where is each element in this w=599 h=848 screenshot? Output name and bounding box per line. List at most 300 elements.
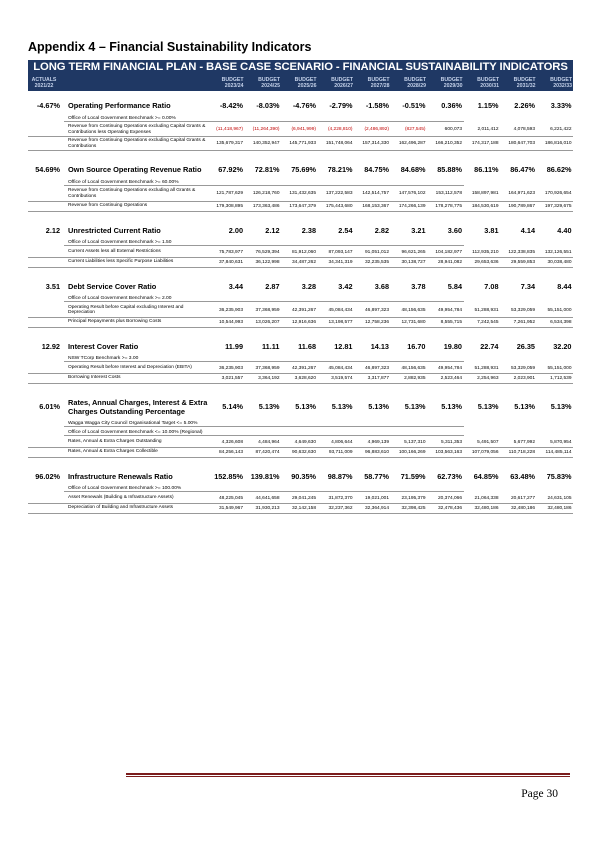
detail-value: 147,576,102	[398, 191, 426, 197]
ratio-value: 19.80	[443, 341, 462, 351]
ratio-value: 32.20	[553, 341, 572, 351]
ratio-name: Infrastructure Renewals Ratio	[68, 471, 173, 481]
detail-value: 55,151,000	[547, 307, 572, 313]
detail-value: 44,641,658	[255, 495, 280, 501]
header-label-spacer	[64, 75, 208, 91]
header-year-type: BUDGET	[440, 77, 463, 83]
footer-rule	[126, 773, 570, 775]
ratio-row	[28, 468, 573, 485]
detail-value: 30,138,727	[401, 259, 426, 265]
header-year-type: BUDGET	[404, 77, 426, 83]
ratio-value: 5.13%	[441, 402, 462, 412]
detail-value: 7,242,545	[477, 319, 499, 325]
benchmark-text: Office of Local Government Benchmark <= 10.00% (Regional)	[64, 430, 464, 436]
detail-row	[28, 438, 573, 448]
detail-value: 51,288,931	[474, 365, 499, 371]
header-year-label: 2025/26	[297, 83, 317, 89]
header-year-col	[427, 75, 464, 91]
header-year-type: BUDGET	[513, 77, 536, 83]
ratio-value: 62.73%	[437, 471, 462, 481]
detail-value: 110,718,228	[508, 449, 535, 455]
detail-label: Current Liabilities less Specific Purpose Liabilities	[68, 259, 174, 265]
detail-value: 12,731,680	[401, 319, 426, 325]
detail-value: 81,912,060	[291, 249, 316, 255]
ratio-value: 2.54	[338, 225, 353, 235]
ratio-value: -8.03%	[256, 101, 280, 110]
detail-value: 32,237,362	[328, 505, 353, 511]
detail-value: 20,374,066	[437, 495, 462, 501]
detail-value: 10,544,993	[218, 319, 243, 325]
ratio-actual: 3.51	[45, 281, 60, 291]
ratio-value: 16.70	[407, 341, 426, 351]
detail-value: 4,969,139	[367, 439, 389, 445]
header-year-col	[500, 75, 537, 91]
detail-value: 164,971,623	[508, 191, 535, 197]
detail-value: 6,221,422	[550, 127, 572, 133]
detail-label: Asset Renewals (Building & Infrastructure Assets)	[68, 495, 174, 501]
header-year-label: 2024/25	[261, 83, 280, 89]
benchmark-row	[28, 239, 573, 248]
ratio-row	[28, 394, 573, 420]
detail-value: 49,954,784	[437, 365, 462, 371]
detail-value: 186,816,010	[544, 141, 572, 147]
page-number: Page 30	[521, 788, 558, 800]
detail-value: 34,341,319	[328, 259, 353, 265]
detail-value: 170,926,654	[544, 191, 572, 197]
detail-value: 5,491,507	[477, 439, 499, 445]
header-year-type: BUDGET	[367, 77, 390, 83]
detail-value: 28,941,082	[437, 259, 462, 265]
detail-value: 24,631,105	[547, 495, 572, 501]
detail-value: 36,122,998	[255, 259, 280, 265]
detail-value: 51,288,931	[474, 307, 499, 313]
ratio-value: 26.35	[516, 341, 535, 351]
detail-value: 3,519,574	[331, 375, 353, 381]
detail-value: 12,758,236	[364, 319, 389, 325]
ratio-value: 4.40	[557, 225, 572, 235]
detail-value: 175,443,680	[325, 203, 353, 209]
ratio-value: 3.78	[411, 281, 426, 291]
detail-value: 32,398,425	[401, 505, 426, 511]
detail-value: 162,496,287	[398, 141, 426, 147]
detail-value: 174,317,188	[471, 141, 499, 147]
detail-value: 151,748,064	[325, 141, 353, 147]
ratio-value: 1.15%	[477, 101, 499, 110]
benchmark-row	[28, 114, 573, 123]
detail-value: 121,787,629	[216, 191, 243, 197]
ratio-value: 11.11	[262, 341, 280, 351]
benchmark-text: Office of Local Government Benchmark >= 60.00%	[64, 180, 464, 186]
detail-value: 32,478,436	[437, 505, 462, 511]
detail-value: 3,021,557	[221, 375, 243, 381]
detail-value: 5,311,353	[441, 439, 462, 445]
ratio-value: 3.44	[228, 281, 243, 291]
detail-value: 96,621,265	[401, 249, 426, 255]
detail-value: 30,038,480	[547, 259, 572, 265]
detail-value: 96,883,610	[364, 449, 389, 455]
detail-value: 145,771,933	[289, 141, 316, 147]
detail-value: (11,264,390)	[252, 127, 280, 133]
ratio-value: 8.44	[557, 281, 572, 291]
detail-value: 600,073	[444, 127, 462, 133]
detail-value: 29,559,853	[510, 259, 535, 265]
ratio-value: -1.58%	[365, 101, 389, 110]
detail-value: 4,806,644	[331, 439, 353, 445]
detail-value: 32,480,186	[510, 505, 535, 511]
detail-value: 190,789,867	[508, 203, 535, 209]
header-year-col	[464, 75, 501, 91]
header-year-col	[245, 75, 282, 91]
detail-value: 142,514,757	[362, 191, 389, 197]
detail-value: 42,391,267	[291, 307, 316, 313]
detail-value: 48,156,635	[401, 307, 426, 313]
detail-value: (2,486,892)	[364, 127, 389, 133]
detail-value: 76,529,394	[255, 249, 280, 255]
header-year-label: 2030/31	[480, 83, 499, 89]
detail-value: 3,628,620	[294, 375, 316, 381]
detail-value: 122,338,835	[508, 249, 535, 255]
ratio-value: 64.85%	[473, 471, 499, 481]
detail-value: (6,941,999)	[291, 127, 316, 133]
ratio-value: 3.28	[301, 281, 316, 291]
ratio-value: 86.47%	[510, 165, 535, 175]
detail-row	[28, 248, 573, 258]
detail-value: 2,254,963	[477, 375, 499, 381]
detail-row	[28, 137, 573, 151]
ratio-value: 75.83%	[546, 471, 572, 481]
ratio-value: 90.35%	[291, 471, 316, 481]
detail-value: 3,364,192	[258, 375, 280, 381]
detail-value: 46,897,323	[364, 307, 389, 313]
ratio-row	[28, 97, 573, 114]
detail-row	[28, 318, 573, 328]
header-year-label: 2032/33	[553, 83, 572, 89]
header-actuals	[28, 75, 64, 91]
detail-label: Revenue from Continuing Operations excluding Capital Grants & Contributions less Operating Expenses	[68, 124, 206, 135]
ratio-value: 2.00	[228, 225, 243, 235]
detail-value: 53,329,059	[510, 307, 535, 313]
ratio-value: 11.99	[225, 341, 243, 351]
ratio-value: -8.42%	[219, 101, 243, 110]
ratio-value: 7.08	[484, 281, 499, 291]
detail-value: 153,112,578	[435, 191, 462, 197]
header-year-type: BUDGET	[477, 77, 499, 83]
detail-value: 91,051,012	[364, 249, 389, 255]
detail-value: 87,420,474	[255, 449, 280, 455]
ratio-value: 84.68%	[400, 165, 426, 175]
detail-value: 104,182,977	[435, 249, 462, 255]
ratio-value: 86.62%	[546, 165, 572, 175]
detail-value: 32,142,158	[291, 505, 316, 511]
detail-value: 135,679,317	[216, 141, 243, 147]
detail-value: 126,218,760	[252, 191, 280, 197]
ratio-value: 3.60	[447, 225, 462, 235]
ratio-value: 152.85%	[214, 471, 243, 481]
ratio-value: 0.36%	[441, 101, 462, 110]
detail-value: 114,485,114	[545, 449, 572, 455]
header-year-label: 2023/24	[224, 83, 244, 89]
detail-value: 158,897,981	[471, 191, 499, 197]
ratio-value: 2.38	[301, 225, 316, 235]
benchmark-text: Office of Local Government Benchmark >= 1.50	[64, 240, 464, 246]
detail-value: 4,649,630	[294, 439, 316, 445]
header-year-col	[354, 75, 391, 91]
ratio-value: -2.79%	[329, 101, 353, 110]
benchmark-text: Wagga Wagga City Council Organisational Target <= 5.00%	[64, 421, 464, 427]
benchmark-text: Office of Local Government Benchmark >= 2.00	[64, 296, 464, 302]
detail-value: 84,256,143	[218, 449, 243, 455]
detail-value: 131,432,635	[289, 191, 316, 197]
header-year-type: BUDGET	[221, 77, 244, 83]
table-banner: LONG TERM FINANCIAL PLAN - BASE CASE SCENARIO - FINANCIAL SUSTAINABILITY INDICATORS	[28, 60, 573, 75]
detail-row	[28, 258, 573, 268]
detail-row	[28, 504, 573, 514]
detail-value: 4,326,608	[221, 439, 243, 445]
detail-value: 2,011,412	[477, 127, 499, 133]
ratio-value: 63.48%	[510, 471, 535, 481]
indicators-table	[28, 60, 573, 518]
ratio-value: -0.51%	[402, 101, 426, 110]
detail-row	[28, 374, 573, 384]
detail-value: 21,064,338	[474, 495, 499, 501]
header-year-col	[281, 75, 318, 91]
detail-value: 46,897,323	[364, 365, 389, 371]
detail-value: 13,026,207	[255, 319, 280, 325]
ratio-name: Rates, Annual Charges, Interest & Extra Charges Outstanding Percentage	[68, 397, 208, 416]
header-year-label: 2029/30	[443, 83, 463, 89]
detail-value: 140,352,947	[252, 141, 280, 147]
detail-value: 2,882,935	[404, 375, 426, 381]
detail-value: 4,484,964	[258, 439, 280, 445]
detail-value: 53,329,059	[510, 365, 535, 371]
detail-value: 48,225,045	[218, 495, 243, 501]
ratio-value: 5.13%	[258, 402, 280, 412]
ratio-value: 5.13%	[295, 402, 316, 412]
ratio-value: 12.81	[334, 341, 353, 351]
ratio-value: 3.68	[374, 281, 389, 291]
ratio-name: Own Source Operating Revenue Ratio	[68, 165, 202, 175]
detail-value: 2,023,901	[513, 375, 535, 381]
header-year-label: 2028/29	[407, 83, 426, 89]
ratio-row	[28, 161, 573, 178]
ratio-value: -4.76%	[292, 101, 316, 110]
detail-value: 112,935,210	[472, 249, 499, 255]
detail-value: 90,632,630	[291, 449, 316, 455]
detail-value: 2,523,464	[440, 375, 462, 381]
detail-value: (827,545)	[404, 127, 426, 133]
ratio-row	[28, 278, 573, 295]
detail-value: 20,617,277	[510, 495, 535, 501]
ratio-value: 5.13%	[514, 402, 535, 412]
header-year-type: BUDGET	[550, 77, 572, 83]
ratio-row	[28, 222, 573, 239]
table-body	[28, 91, 573, 518]
benchmark-text: Office of Local Government Benchmark >= 100.00%	[64, 486, 464, 492]
detail-label: Revenue from Continuing Operations	[68, 203, 148, 209]
ratio-value: 5.13%	[477, 402, 499, 412]
ratio-name: Debt Service Cover Ratio	[68, 281, 157, 291]
detail-value: 197,329,675	[544, 203, 572, 209]
detail-value: 49,954,784	[437, 307, 462, 313]
detail-value: 55,151,000	[547, 365, 572, 371]
header-year-col	[391, 75, 428, 91]
benchmark-row	[28, 355, 573, 364]
ratio-value: 2.87	[265, 281, 280, 291]
ratio-value: 84.75%	[364, 165, 389, 175]
header-year-label: 2027/28	[370, 83, 390, 89]
header-year-col	[208, 75, 245, 91]
ratio-value: 98.87%	[327, 471, 353, 481]
ratio-value: 2.82	[374, 225, 389, 235]
ratio-value: 22.74	[480, 341, 499, 351]
ratio-value: 78.21%	[327, 165, 353, 175]
detail-label: Depreciation of Building and Infrastructure Assets	[68, 505, 174, 511]
ratio-value: 14.13	[370, 341, 389, 351]
detail-row	[28, 187, 573, 201]
detail-value: 31,930,213	[255, 505, 280, 511]
benchmark-row	[28, 295, 573, 304]
detail-value: 31,549,967	[218, 505, 243, 511]
ratio-actual: 6.01%	[39, 402, 60, 412]
detail-value: 13,198,577	[328, 319, 353, 325]
detail-value: 36,235,903	[218, 307, 243, 313]
detail-value: 36,235,903	[218, 365, 243, 371]
detail-row	[28, 448, 573, 458]
ratio-value: 85.88%	[437, 165, 462, 175]
ratio-value: 2.12	[265, 225, 280, 235]
ratio-actual: 12.92	[41, 341, 60, 351]
detail-value: 37,840,631	[218, 259, 243, 265]
detail-value: 103,563,163	[435, 449, 462, 455]
detail-value: 168,153,367	[362, 203, 389, 209]
header-year-label: 2026/27	[334, 83, 353, 89]
ratio-value: 3.81	[484, 225, 499, 235]
detail-value: 173,363,486	[252, 203, 280, 209]
ratio-value: 72.81%	[254, 165, 280, 175]
detail-value: 107,079,056	[471, 449, 499, 455]
header-year-label: 2031/32	[516, 83, 536, 89]
detail-value: 137,222,583	[325, 191, 353, 197]
ratio-value: 3.42	[338, 281, 353, 291]
ratio-value: 5.13%	[404, 402, 426, 412]
ratio-actual: 54.69%	[35, 165, 60, 175]
detail-value: 37,368,959	[255, 307, 280, 313]
detail-value: 29,041,245	[291, 495, 316, 501]
benchmark-row	[28, 485, 573, 494]
ratio-value: 3.33%	[550, 101, 572, 110]
detail-value: 32,480,186	[547, 505, 572, 511]
detail-row	[28, 123, 573, 137]
detail-row	[28, 202, 573, 212]
detail-value: 6,534,398	[550, 319, 572, 325]
header-actuals-year: 2021/22	[34, 83, 54, 89]
detail-value: 45,084,434	[328, 365, 353, 371]
benchmark-text: Office of Local Government Benchmark >= 0.00%	[64, 116, 464, 122]
detail-label: Borrowing Interest Costs	[68, 375, 121, 381]
ratio-value: 3.21	[411, 225, 426, 235]
detail-row	[28, 364, 573, 374]
detail-value: 19,021,001	[364, 495, 389, 501]
detail-value: 45,084,434	[328, 307, 353, 313]
detail-value: 31,872,370	[328, 495, 353, 501]
detail-value: 32,364,914	[364, 505, 389, 511]
detail-value: 23,195,379	[401, 495, 426, 501]
detail-value: 12,916,636	[291, 319, 316, 325]
ratio-name: Unrestricted Current Ratio	[68, 225, 161, 235]
header-year-type: BUDGET	[331, 77, 353, 83]
detail-label: Operating Result before Interest and Depreciation (EBITA)	[68, 365, 192, 371]
detail-value: 180,647,703	[508, 141, 535, 147]
detail-label: Rates, Annual & Extra Charges Collectible	[68, 449, 158, 455]
detail-value: 48,156,635	[401, 365, 426, 371]
ratio-value: 5.13%	[368, 402, 389, 412]
detail-row	[28, 304, 573, 318]
benchmark-text: NSW TCorp Benchmark >= 3.00	[64, 356, 464, 362]
ratio-value: 5.13%	[550, 402, 572, 412]
ratio-value: 139.81%	[250, 471, 280, 481]
detail-value: 173,647,379	[289, 203, 316, 209]
detail-label: Current Assets less all External Restrictions	[68, 249, 161, 255]
detail-value: 75,783,977	[218, 249, 243, 255]
detail-label: Principal Repayments plus Borrowing Costs	[68, 319, 162, 325]
detail-value: 4,078,593	[513, 127, 535, 133]
table-header-row	[28, 75, 573, 91]
detail-value: 5,870,954	[550, 439, 572, 445]
ratio-value: 4.14	[520, 225, 535, 235]
detail-label: Revenue from Continuing Operations excluding Capital Grants & Contributions	[68, 138, 206, 149]
detail-value: 100,166,269	[398, 449, 426, 455]
page-title: Appendix 4 – Financial Sustainability Indicators	[28, 40, 312, 54]
detail-value: 174,266,139	[398, 203, 426, 209]
detail-value: 179,308,895	[216, 203, 243, 209]
header-year-col	[537, 75, 574, 91]
detail-value: 42,391,267	[291, 365, 316, 371]
detail-value: 32,480,186	[474, 505, 499, 511]
detail-value: 37,368,959	[255, 365, 280, 371]
ratio-name: Interest Cover Ratio	[68, 341, 139, 351]
header-year-type: BUDGET	[294, 77, 317, 83]
detail-value: 5,677,992	[513, 439, 535, 445]
detail-value: 32,235,535	[364, 259, 389, 265]
ratio-actual: 2.12	[45, 225, 60, 235]
detail-value: 5,137,310	[404, 439, 426, 445]
detail-value: 87,093,147	[328, 249, 353, 255]
benchmark-row	[28, 429, 573, 438]
benchmark-row	[28, 178, 573, 187]
ratio-value: 11.68	[298, 341, 316, 351]
section-separator	[28, 514, 573, 518]
detail-value: 93,711,009	[328, 449, 353, 455]
ratio-value: 67.92%	[218, 165, 243, 175]
ratio-name: Operating Performance Ratio	[68, 101, 171, 110]
detail-value: 132,126,551	[544, 249, 572, 255]
detail-value: 8,555,715	[440, 319, 462, 325]
detail-value: 7,261,952	[513, 319, 535, 325]
ratio-row	[28, 338, 573, 355]
ratio-value: 5.13%	[331, 402, 353, 412]
detail-label: Operating Result before Capital excluding Interest and Depreciation	[68, 304, 184, 316]
ratio-value: 2.26%	[514, 101, 535, 110]
header-year-type: BUDGET	[258, 77, 280, 83]
detail-value: (4,228,810)	[327, 127, 353, 133]
detail-row	[28, 494, 573, 504]
ratio-value: 5.84	[447, 281, 462, 291]
detail-value: (11,418,967)	[216, 127, 243, 133]
detail-label: Revenue from Continuing Operations excluding all Grants & Contributions	[68, 188, 196, 199]
ratio-value: 75.69%	[291, 165, 316, 175]
detail-value: 157,314,330	[362, 141, 389, 147]
benchmark-row	[28, 420, 573, 429]
